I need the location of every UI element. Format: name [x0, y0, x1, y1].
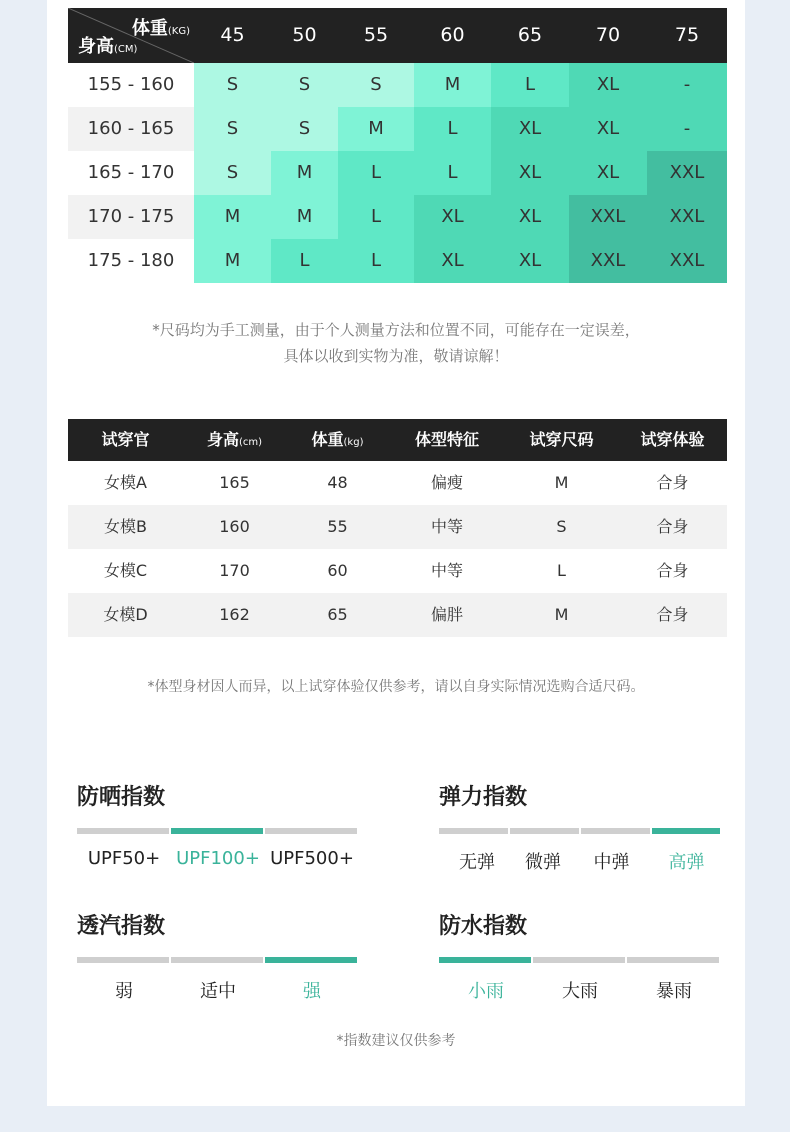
weight-column-45: 45: [220, 24, 245, 46]
trial-cell: 偏瘦: [430, 473, 463, 492]
index-title: 透汽指数: [77, 914, 166, 939]
size-cell: XXL: [647, 195, 727, 239]
index-level-label: 无弹: [459, 852, 495, 873]
size-cell: XL: [414, 195, 491, 239]
weight-column-65: 65: [517, 24, 543, 46]
trial-cell: 女模A: [104, 473, 147, 492]
trial-cell: S: [556, 517, 567, 536]
trial-header-cell: 身高(cm): [206, 430, 263, 449]
trial-cell: 偏胖: [430, 605, 463, 624]
size-cell: M: [338, 107, 414, 151]
trial-table-header: [68, 419, 727, 461]
trial-cell: 55: [327, 517, 348, 536]
trial-header-cell: 试穿官: [101, 430, 150, 449]
trial-cell: 65: [327, 605, 348, 624]
weight-column-70: 70: [595, 24, 621, 46]
index-level-bar: [77, 828, 169, 834]
index-level-bar: [652, 828, 720, 834]
index-note: *指数建议仅供参考: [336, 1033, 456, 1049]
size-row: [68, 239, 727, 283]
trial-header-cell: 体型特征: [414, 430, 479, 449]
size-cell: XXL: [569, 239, 647, 283]
index-level-bars: [439, 828, 720, 834]
size-cell: L: [414, 107, 491, 151]
index-level-label: UPF100+: [176, 848, 260, 869]
trial-row: [68, 593, 727, 637]
size-note-line1: *尺码均为手工测量，由于个人测量方法和位置不同，可能存在一定误差，: [152, 321, 640, 339]
trial-cell: L: [557, 561, 566, 580]
index-level-bar: [171, 828, 263, 834]
index-level-bar: [77, 957, 169, 963]
size-cell: S: [271, 63, 338, 107]
size-cell: XL: [491, 151, 569, 195]
size-cell: XL: [491, 107, 569, 151]
index-level-label: 强: [303, 981, 321, 1002]
trial-cell: 合身: [656, 561, 689, 580]
index-level-label: 小雨: [468, 981, 504, 1002]
size-cell: XL: [414, 239, 491, 283]
trial-cell: 170: [219, 561, 250, 580]
index-level-bars: [439, 957, 719, 963]
index-level-bar: [581, 828, 650, 834]
stretch-index: [439, 780, 705, 873]
index-title: 弹力指数: [439, 785, 528, 810]
size-cell: -: [647, 107, 727, 151]
trial-cell: 60: [327, 561, 348, 580]
size-cell: -: [647, 63, 727, 107]
size-cell: L: [491, 63, 569, 107]
weight-columns: [194, 8, 727, 63]
index-level-bar: [265, 828, 357, 834]
size-row: [68, 63, 727, 107]
size-cell: M: [271, 195, 338, 239]
trial-cell: 中等: [430, 561, 463, 580]
weight-axis-label: 体重(KG): [131, 18, 190, 39]
index-level-bar: [510, 828, 579, 834]
size-cell: M: [194, 195, 271, 239]
size-cell: L: [338, 239, 414, 283]
trial-cell: 165: [219, 473, 250, 492]
size-cell: M: [271, 151, 338, 195]
size-cell: XXL: [569, 195, 647, 239]
size-cell: XL: [491, 239, 569, 283]
index-level-bars: [77, 957, 357, 963]
size-cell: XXL: [647, 151, 727, 195]
index-level-labels: [77, 977, 359, 1003]
weight-column-60: 60: [440, 24, 465, 46]
sun-protection-index: [77, 780, 354, 869]
trial-table: [68, 419, 727, 637]
index-level-label: 暴雨: [656, 981, 692, 1002]
trial-cell: 160: [219, 517, 250, 536]
index-level-label: 中弹: [593, 852, 630, 873]
weight-column-50: 50: [292, 24, 317, 46]
index-level-bar: [533, 957, 625, 963]
trial-header-cell: 试穿体验: [640, 430, 705, 449]
size-cell: M: [414, 63, 491, 107]
index-level-label: 微弹: [525, 852, 561, 873]
size-chart-body: [68, 63, 727, 283]
index-level-label: UPF50+: [87, 848, 161, 869]
size-note-line2: 具体以收到实物为准，敬请谅解！: [283, 347, 509, 365]
index-level-bar: [627, 957, 719, 963]
trial-row: [68, 505, 727, 549]
trial-header-cell: 试穿尺码: [529, 430, 594, 449]
index-level-bar: [439, 828, 508, 834]
height-axis-label: 身高(CM): [78, 36, 138, 57]
trial-cell: 合身: [656, 605, 689, 624]
height-range-cell: 165 - 170: [68, 151, 194, 195]
trial-cell: 女模D: [103, 605, 148, 624]
height-range-cell: 160 - 165: [68, 107, 194, 151]
height-range-cell: 170 - 175: [68, 195, 194, 239]
trial-row: [68, 549, 727, 593]
weight-column-75: 75: [674, 24, 700, 46]
size-cell: XL: [491, 195, 569, 239]
index-level-label: 高弹: [668, 852, 705, 873]
size-cell: L: [271, 239, 338, 283]
size-note: [47, 317, 745, 369]
size-cell: S: [338, 63, 414, 107]
index-level-bars: [77, 828, 357, 834]
trial-cell: 女模B: [104, 517, 147, 536]
index-level-label: 弱: [115, 981, 133, 1002]
trial-cell: 中等: [430, 517, 463, 536]
index-level-labels: [439, 848, 721, 874]
size-row: [68, 107, 727, 151]
size-cell: XL: [569, 151, 647, 195]
trial-row: [68, 461, 727, 505]
index-level-bar: [439, 957, 531, 963]
size-cell: S: [194, 107, 271, 151]
trial-header-cell: 体重(kg): [311, 430, 364, 449]
size-cell: XXL: [647, 239, 727, 283]
trial-cell: 合身: [656, 473, 689, 492]
size-cell: XL: [569, 107, 647, 151]
size-cell: S: [194, 151, 271, 195]
size-cell: L: [338, 151, 414, 195]
index-level-bar: [171, 957, 263, 963]
height-range-cell: 155 - 160: [68, 63, 194, 107]
size-cell: XL: [569, 63, 647, 107]
size-chart-header: [68, 8, 727, 63]
size-cell: L: [338, 195, 414, 239]
trial-table-body: [68, 461, 727, 637]
trial-cell: M: [554, 473, 569, 492]
trial-cell: 48: [327, 473, 348, 492]
index-level-bar: [265, 957, 357, 963]
height-range-cell: 175 - 180: [68, 239, 194, 283]
size-cell: S: [194, 63, 271, 107]
trial-cell: 162: [219, 605, 250, 624]
weight-column-55: 55: [363, 24, 389, 46]
breathability-index: [77, 909, 321, 1002]
size-cell: S: [271, 107, 338, 151]
index-title: 防晒指数: [77, 785, 166, 810]
size-chart: [68, 8, 727, 283]
trial-note: *体型身材因人而异，以上试穿体验仅供参考，请以自身实际情况选购合适尺码。: [147, 679, 645, 695]
index-level-labels: [439, 977, 721, 1003]
trial-cell: M: [554, 605, 569, 624]
size-cell: L: [414, 151, 491, 195]
waterproof-index: [439, 909, 692, 1002]
size-cell: M: [194, 239, 271, 283]
trial-cell: 合身: [656, 517, 689, 536]
index-level-label: 适中: [200, 981, 236, 1002]
trial-cell: 女模C: [103, 561, 148, 580]
size-chart-corner: [68, 8, 194, 63]
index-title: 防水指数: [439, 914, 528, 939]
index-level-labels: [77, 848, 359, 869]
index-level-label: 大雨: [562, 981, 598, 1002]
size-row: [68, 151, 727, 195]
size-row: [68, 195, 727, 239]
index-level-label: UPF500+: [270, 848, 354, 869]
